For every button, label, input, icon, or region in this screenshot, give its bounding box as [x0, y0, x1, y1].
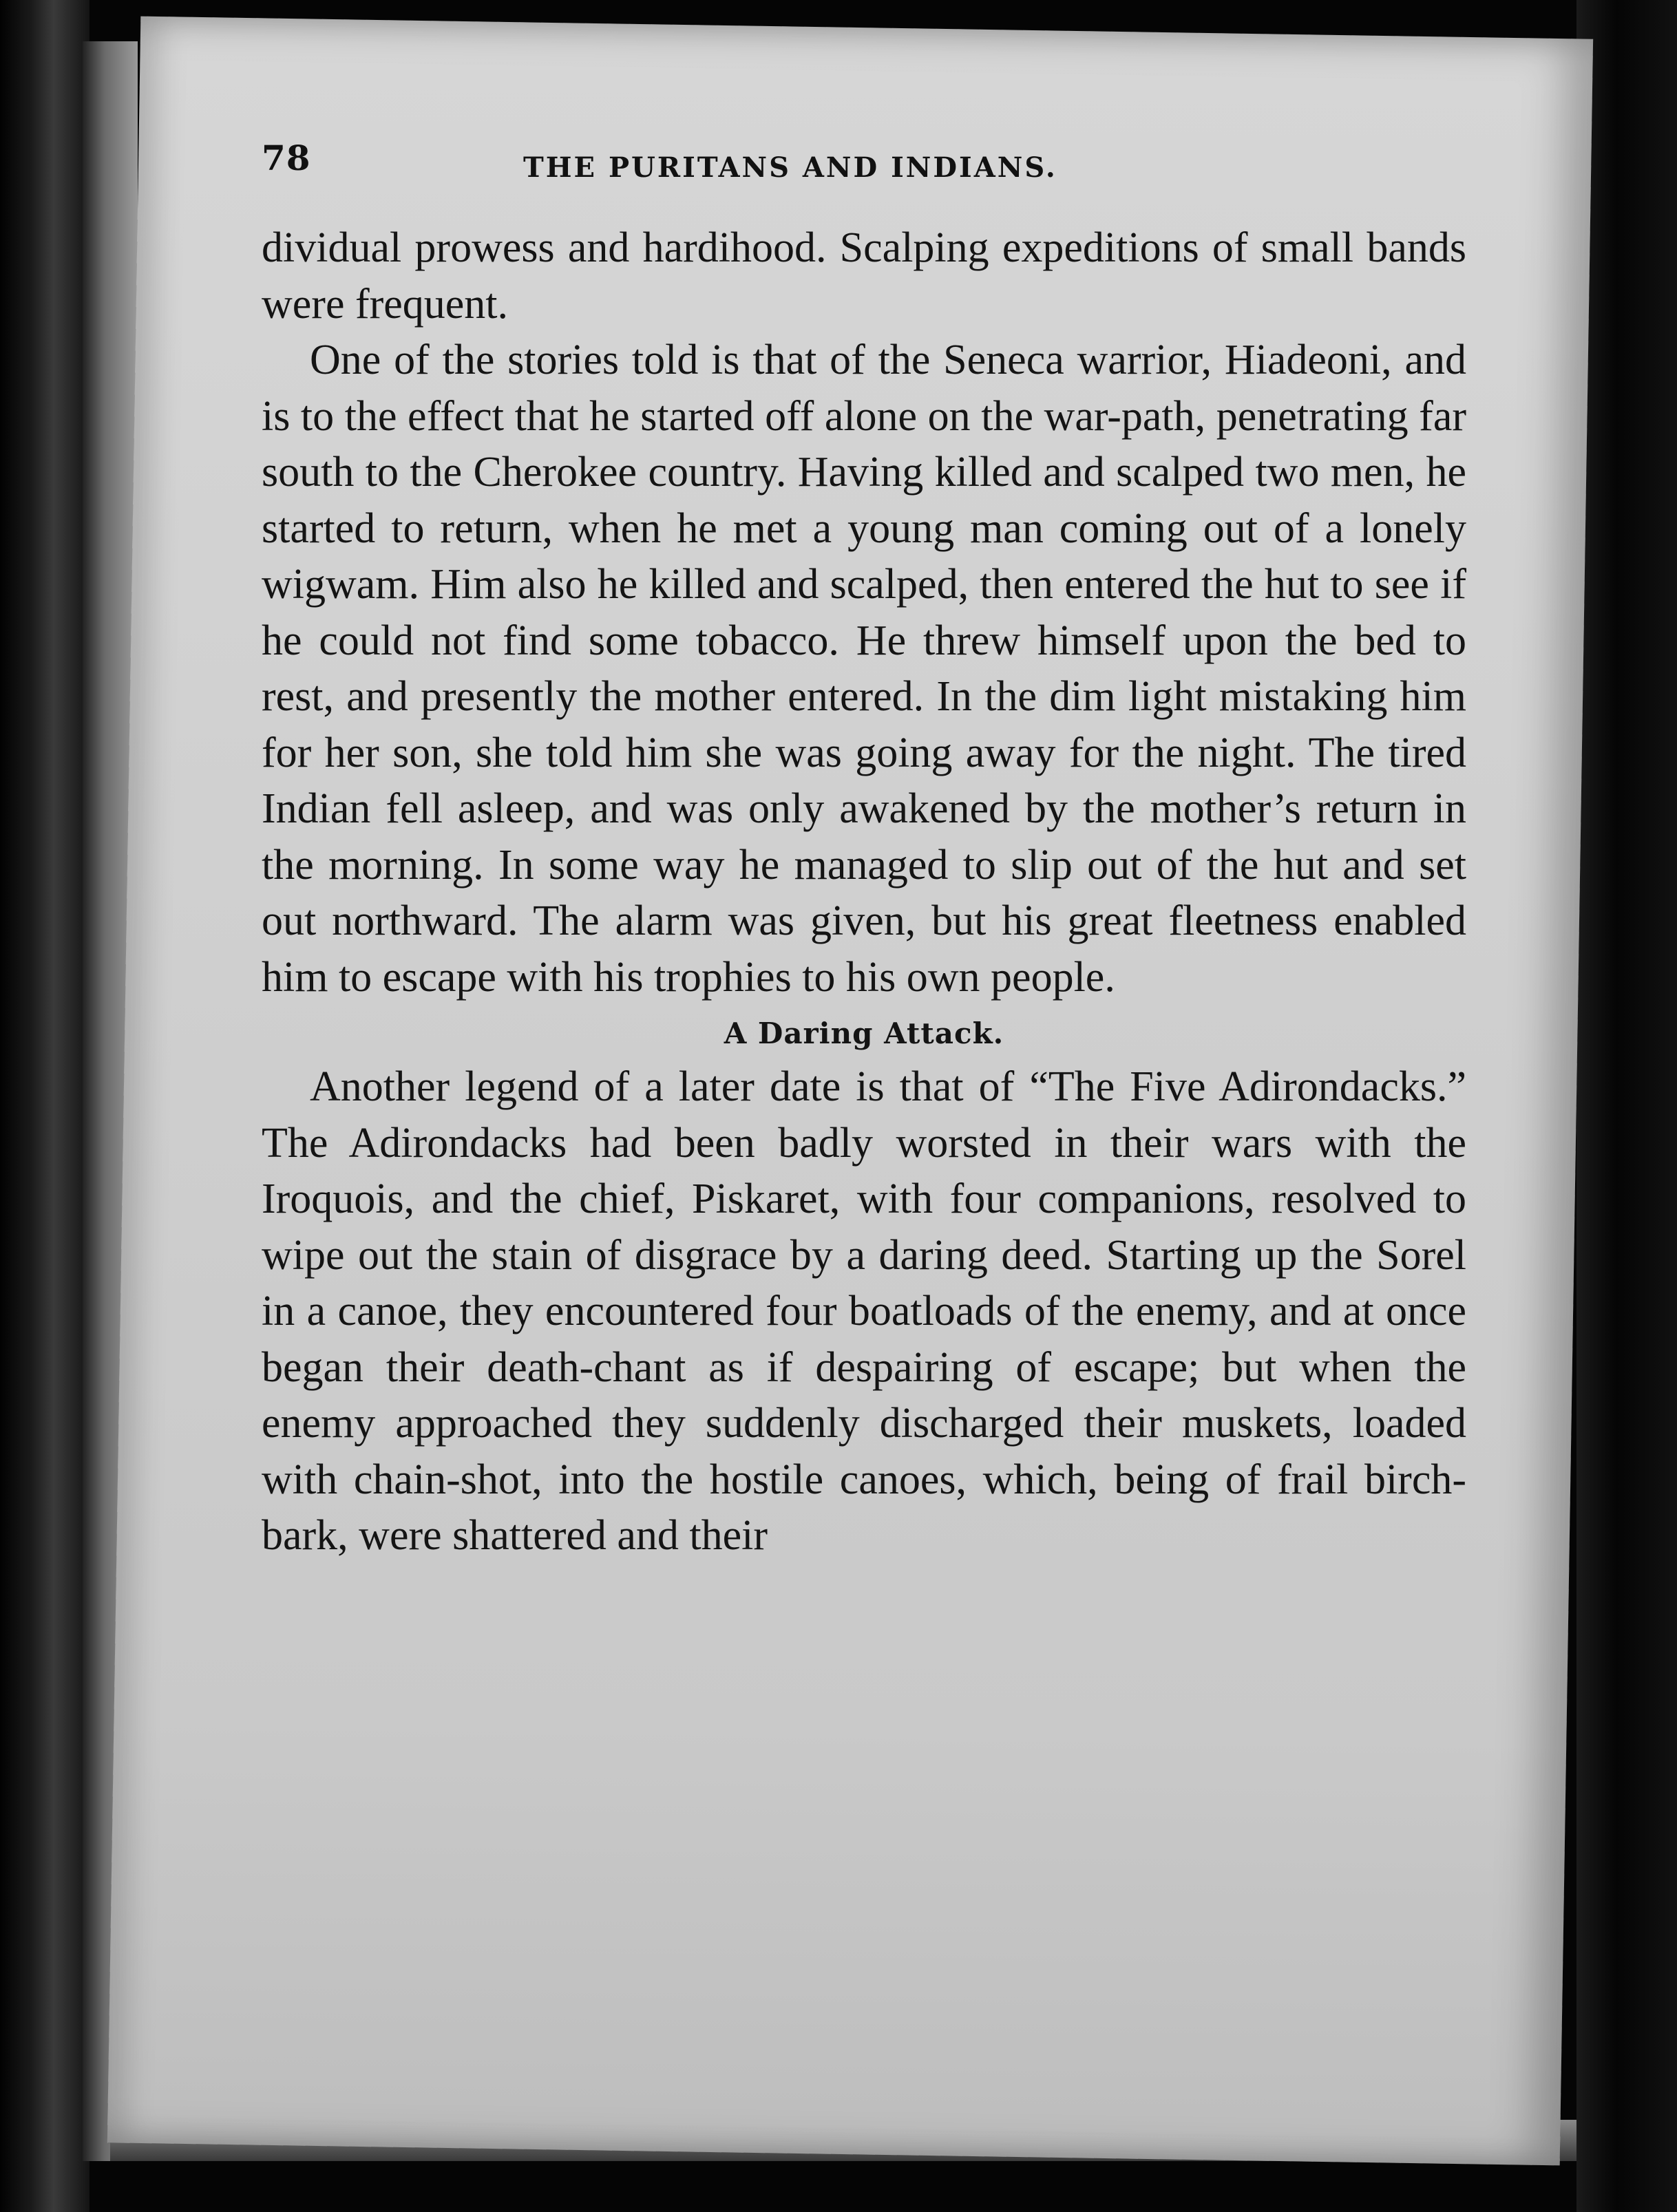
section-heading: A Daring Attack.	[724, 1017, 1004, 1050]
running-title: THE PURITANS AND INDIANS.	[523, 151, 1057, 184]
paragraph-continuation: dividual prowess and hardihood. Scalping expeditions of small bands were frequent.	[262, 224, 1466, 328]
page-number: 78	[262, 138, 311, 178]
page-body	[262, 220, 1466, 1564]
paragraph-five-adirondacks: Another legend of a later date is that of “The Five Adirondacks.” The Adirondacks had been badly worsted in their wars with the Iroquois, and the chief, Piskaret, with four companions, resolved to wipe out the stain of disgrace by a daring deed. Starting up the Sorel in a canoe, they encountered four boatloads of the enemy, and at once began their death-chant as if despairing of escape; but when the enemy approached they suddenly discharged their muskets, loaded with chain-shot, into the hostile canoes, which, being of frail birch-bark, were shattered and their	[262, 1063, 1466, 1559]
facing-page-shadow	[1576, 0, 1677, 2212]
book-spine	[0, 0, 89, 2212]
running-header	[262, 138, 1432, 193]
paragraph-seneca-story: One of the stories told is that of the Seneca warrior, Hiadeoni, and is to the effect that he started off alone on the war-path, penetrating far south to the Cherokee country. Having killed and scalped two men, he started to return, when he met a young man coming out of a lonely wigwam. Him also he killed and scalped, then entered the hut to see if he could not find some tobacco. He threw himself upon the bed to rest, and presently the mother entered. In the dim light mistaking him for her son, she told him she was going away for the night. The tired Indian fell asleep, and was only awakened by the mother’s return in the morning. In some way he managed to slip out of the hut and set out northward. The alarm was given, but his great fleetness enabled him to escape with his trophies to his own people.	[262, 337, 1466, 1001]
